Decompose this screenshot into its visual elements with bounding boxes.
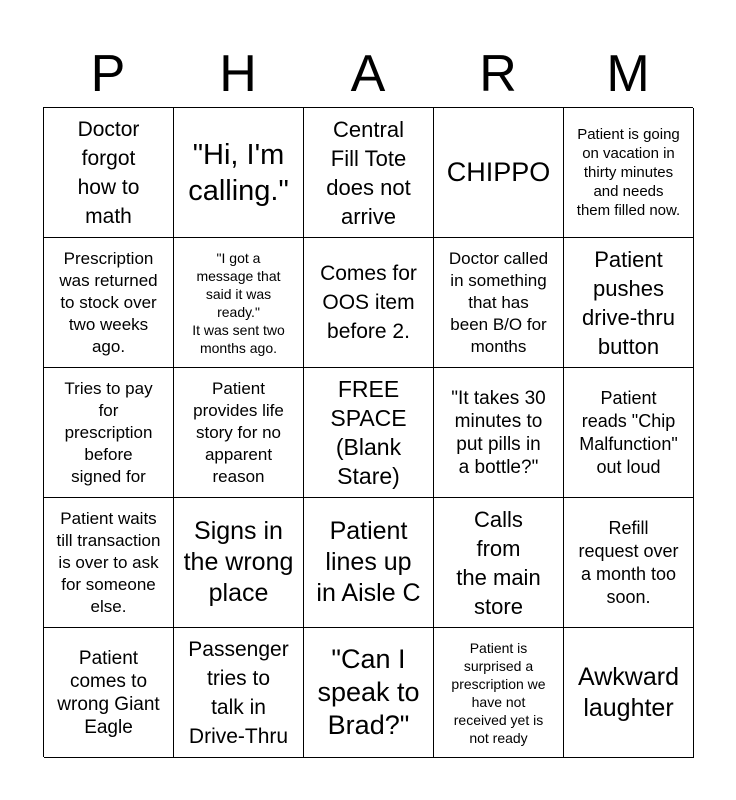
bingo-cell[interactable]: Patient is surprised a prescription we have not received yet is not ready [434,628,564,758]
bingo-cell[interactable]: Patient lines up in Aisle C [304,498,434,628]
bingo-cell free-space[interactable]: FREE SPACE (Blank Stare) [304,368,434,498]
header-letter-p: P [90,45,126,103]
bingo-cell[interactable]: Passenger tries to talk in Drive-Thru [174,628,304,758]
bingo-cell[interactable]: Patient pushes drive-thru button [564,238,694,368]
bingo-cell[interactable]: "I got a message that said it was ready." It was sent two months ago. [174,238,304,368]
header-letter-m: M [606,45,650,103]
bingo-cell[interactable]: Refill request over a month too soon. [564,498,694,628]
bingo-header [43,42,693,106]
bingo-cell[interactable]: Calls from the main store [434,498,564,628]
bingo-cell[interactable]: Comes for OOS item before 2. [304,238,434,368]
header-letter-h: H [219,45,257,103]
bingo-board [43,107,693,757]
bingo-cell[interactable]: Doctor forgot how to math [44,108,174,238]
bingo-cell[interactable]: Prescription was returned to stock over two weeks ago. [44,238,174,368]
bingo-cell[interactable]: Patient reads "Chip Malfunction" out loud [564,368,694,498]
bingo-cell[interactable]: Signs in the wrong place [174,498,304,628]
bingo-cell[interactable]: Patient is going on vacation in thirty minutes and needs them filled now. [564,108,694,238]
bingo-cell[interactable]: Tries to pay for prescription before signed for [44,368,174,498]
bingo-cell[interactable]: Patient comes to wrong Giant Eagle [44,628,174,758]
bingo-cell[interactable]: Doctor called in something that has been B/O for months [434,238,564,368]
bingo-cell[interactable]: Awkward laughter [564,628,694,758]
bingo-cell[interactable]: "It takes 30 minutes to put pills in a bottle?" [434,368,564,498]
bingo-cell[interactable]: Patient provides life story for no apparent reason [174,368,304,498]
bingo-cell[interactable]: CHIPPO [434,108,564,238]
bingo-cell[interactable]: Patient waits till transaction is over to ask for someone else. [44,498,174,628]
bingo-cell[interactable]: Central Fill Tote does not arrive [304,108,434,238]
header-letter-a: A [350,45,386,103]
bingo-cell[interactable]: "Hi, I'm calling." [174,108,304,238]
bingo-cell[interactable]: "Can I speak to Brad?" [304,628,434,758]
header-letter-r: R [479,45,517,103]
